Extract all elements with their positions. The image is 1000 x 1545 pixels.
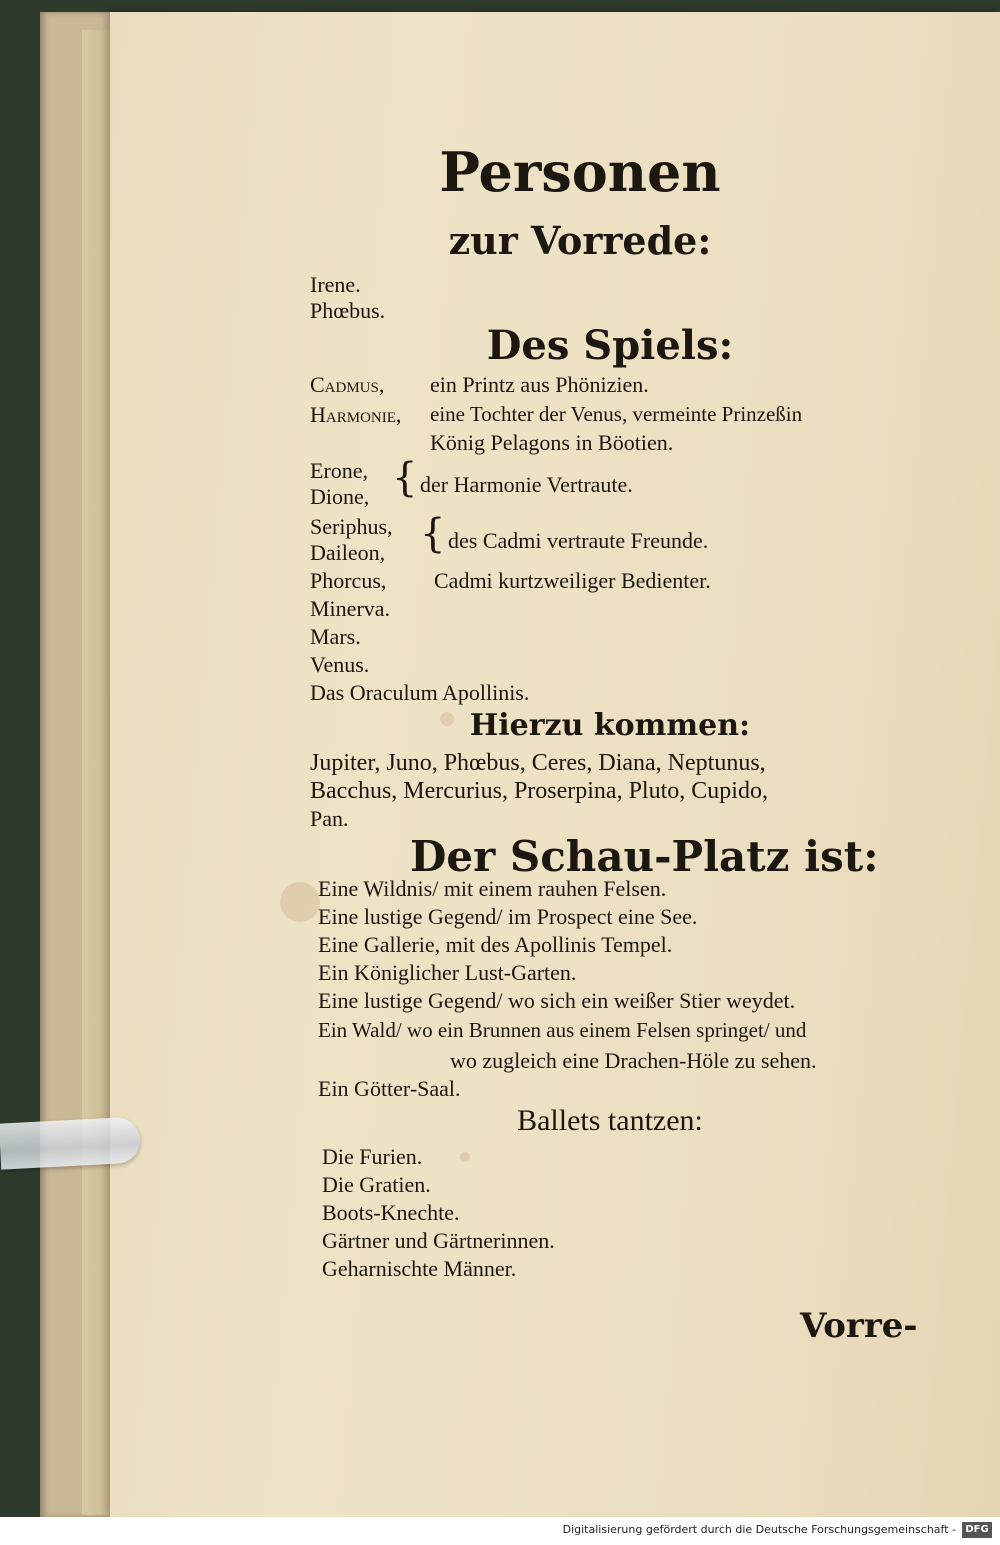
scene-4: Ein Königlicher Lust-Garten. <box>318 960 577 985</box>
cast-cadmus-name: Cadmus, <box>310 372 385 397</box>
cast-minerva: Minerva. <box>310 596 391 621</box>
brace-icon: { <box>420 511 446 557</box>
dfg-logo: DFG <box>962 1522 992 1538</box>
cast-venus: Venus. <box>310 652 370 677</box>
scene-7: Ein Götter-Saal. <box>318 1076 461 1101</box>
scene-2: Eine lustige Gegend/ im Prospect eine See. <box>318 904 698 929</box>
cast-harmonie-desc: eine Tochter der Venus, vermeinte Prinzeßin <box>430 402 803 426</box>
title-personen: Personen <box>439 140 721 204</box>
ballet-3: Boots-Knechte. <box>322 1200 460 1225</box>
ballet-5: Geharnischte Männer. <box>322 1256 517 1281</box>
page-edge <box>82 30 113 1515</box>
cast-cadmus-desc: ein Printz aus Phönizien. <box>430 372 649 397</box>
group1-name-1: Erone, <box>310 458 369 483</box>
heading-ballets: Ballets tantzen: <box>517 1104 703 1137</box>
brace-icon: { <box>392 455 418 501</box>
bookmark-strip <box>0 1116 141 1169</box>
title-zur-vorrede: zur Vorrede: <box>448 218 712 263</box>
heading-schau-platz: Der Schau-Platz ist: <box>410 832 879 881</box>
group2-name-1: Seriphus, <box>310 514 393 539</box>
group1-desc: der Harmonie Vertraute. <box>420 472 633 497</box>
cast-harmonie-desc2: König Pelagons in Böotien. <box>430 430 674 455</box>
scene-6: Ein Wald/ wo ein Brunnen aus einem Felsen springet/ und <box>318 1018 807 1042</box>
cast-oraculum: Das Oraculum Apollinis. <box>310 680 530 705</box>
heading-hierzu-kommen: Hierzu kommen: <box>469 708 751 743</box>
phorcus-name: Phorcus, <box>310 568 387 593</box>
gods-line-1: Jupiter, Juno, Phœbus, Ceres, Diana, Neptunus, <box>310 750 766 776</box>
ballet-1: Die Furien. <box>322 1144 423 1169</box>
group2-desc: des Cadmi vertraute Freunde. <box>448 528 709 553</box>
gods-line-3: Pan. <box>310 806 349 831</box>
prologue-phoebus: Phœbus. <box>310 298 386 323</box>
cast-mars: Mars. <box>310 624 361 649</box>
stain <box>460 1152 470 1162</box>
scene-5: Eine lustige Gegend/ wo sich ein weißer Stier weydet. <box>318 988 796 1013</box>
phorcus-desc: Cadmi kurtzweiliger Bedienter. <box>434 568 711 593</box>
stain <box>280 882 320 922</box>
group2-name-2: Daileon, <box>310 540 386 565</box>
heading-des-spiels: Des Spiels: <box>486 322 734 369</box>
footer-bar <box>0 1517 1000 1545</box>
catchword: Vorre- <box>800 1306 918 1346</box>
ballet-4: Gärtner und Gärtnerinnen. <box>322 1228 555 1253</box>
ballet-2: Die Gratien. <box>322 1172 431 1197</box>
scene-6-cont: wo zugleich eine Drachen-Höle zu sehen. <box>450 1048 817 1073</box>
footer-credit: Digitalisierung gefördert durch die Deutsche Forschungsgemeinschaft - <box>562 1523 956 1536</box>
prologue-irene: Irene. <box>310 272 361 297</box>
group1-name-2: Dione, <box>310 484 370 509</box>
cast-harmonie-name: Harmonie, <box>310 402 402 427</box>
gods-line-2: Bacchus, Mercurius, Proserpina, Pluto, Cupido, <box>310 778 768 804</box>
scene-3: Eine Gallerie, mit des Apollinis Tempel. <box>318 932 673 957</box>
scene-1: Eine Wildnis/ mit einem rauhen Felsen. <box>318 876 667 901</box>
